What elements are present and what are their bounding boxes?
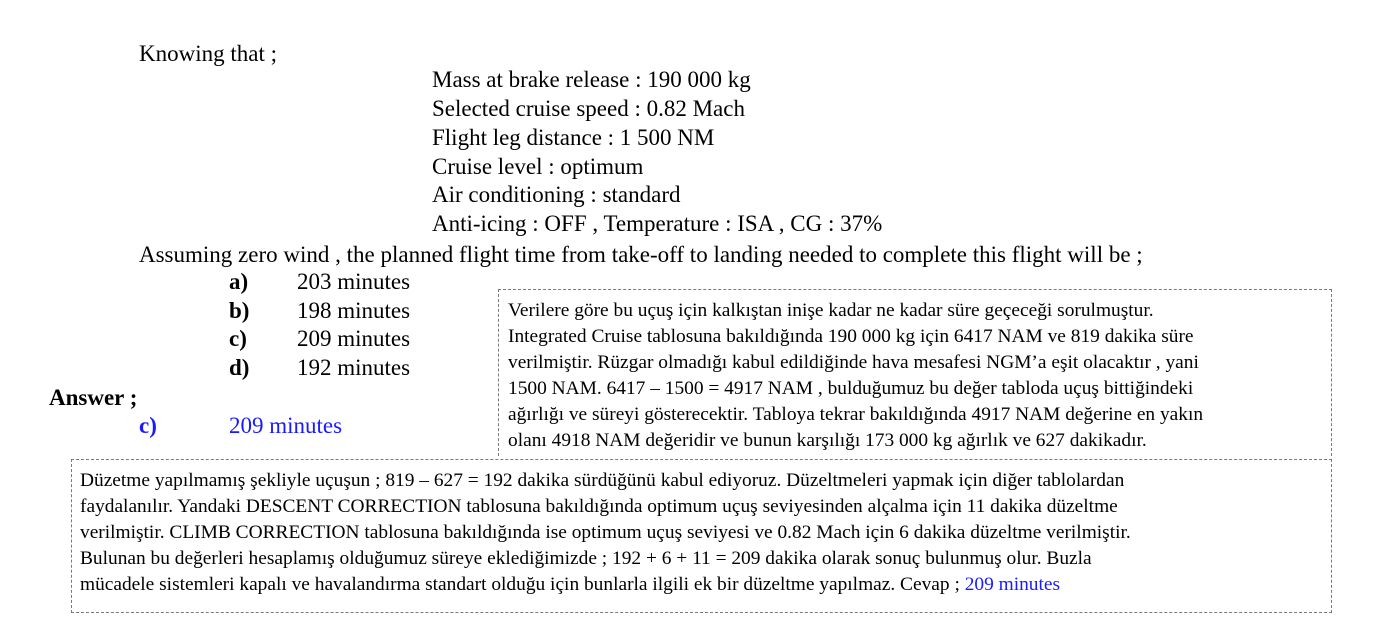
given-mass: Mass at brake release : 190 000 kg [432, 67, 751, 92]
given-anti-icing: Anti-icing : OFF , Temperature : ISA , CG : 37% [432, 211, 883, 236]
given-cruise-level: Cruise level : optimum [432, 154, 644, 179]
option-text: 203 minutes [297, 269, 411, 294]
explanation-line: Integrated Cruise tablosuna bakıldığında 190 000 kg için 6417 NAM ve 819 dakika süre [508, 326, 1194, 347]
answer-title: Answer ; [49, 385, 138, 410]
explanation-text-top [508, 298, 1203, 454]
given-cruise-speed: Selected cruise speed : 0.82 Mach [432, 96, 745, 121]
answer-letter: c) [139, 413, 157, 438]
given-leg-distance: Flight leg distance : 1 500 NM [432, 125, 715, 150]
question-text: Assuming zero wind , the planned flight time from take-off to landing needed to complete this flight will be ; [139, 242, 1143, 267]
explanation-line: faydalanılır. Yandaki DESCENT CORRECTION tablosuna bakıldığında optimum uçuş seviyesinden alçalma için 11 dakika düzeltme [80, 496, 1118, 517]
option-letter: b) [229, 298, 250, 323]
option-letter: c) [229, 326, 247, 351]
explanation-line: verilmiştir. Rüzgar olmadığı kabul edildiğinde hava mesafesi NGM’a eşit olacaktır , yani [508, 352, 1199, 373]
question-intro: Knowing that ; [139, 41, 277, 66]
explanation-line: verilmiştir. CLIMB CORRECTION tablosuna bakıldığında ise optimum uçuş seviyesi ve 0.82 Mach için 6 dakika düzeltme verilmiştir. [80, 522, 1131, 543]
option-text: 209 minutes [297, 326, 411, 351]
option-text: 192 minutes [297, 355, 411, 380]
explanation-box-top [498, 289, 1332, 456]
explanation-line: olanı 4918 NAM değeridir ve bunun karşılığı 173 000 kg ağırlık ve 627 dakikadır. [508, 430, 1147, 451]
explanation-box-bottom [71, 459, 1332, 613]
explanation-line: Verilere göre bu uçuş için kalkıştan inişe kadar ne kadar süre geçeceği sorulmuştur. [508, 300, 1154, 321]
explanation-line: 1500 NAM. 6417 – 1500 = 4917 NAM , bulduğumuz bu değer tabloda uçuş bittiğindeki [508, 378, 1194, 399]
explanation-line: Bulunan bu değerleri hesaplamış olduğumuz süreye eklediğimizde ; 192 + 6 + 11 = 209 dakika olarak sonuç bulunmuş olur. Buzla [80, 548, 1092, 569]
option-letter: a) [229, 269, 249, 294]
explanation-line: Düzetme yapılmamış şekliyle uçuşun ; 819 – 627 = 192 dakika sürdüğünü kabul ediyoruz. Düzeltmeleri yapmak için diğer tablolardan [80, 470, 1125, 491]
explanation-text-bottom [80, 468, 1131, 598]
answer-text: 209 minutes [229, 413, 343, 438]
explanation-last-line-text: mücadele sistemleri kapalı ve havalandırma standart olduğu için bunlarla ilgili ek bir düzeltme yapılmaz. Cevap ; [80, 574, 960, 595]
option-text: 198 minutes [297, 298, 411, 323]
explanation-line [80, 572, 1131, 598]
given-air-conditioning: Air conditioning : standard [432, 182, 681, 207]
option-letter: d) [229, 355, 250, 380]
explanation-answer: 209 minutes [964, 574, 1061, 595]
explanation-line: ağırlığı ve süreyi gösterecektir. Tabloya tekrar bakıldığında 4917 NAM değerine en yakın [508, 404, 1204, 425]
